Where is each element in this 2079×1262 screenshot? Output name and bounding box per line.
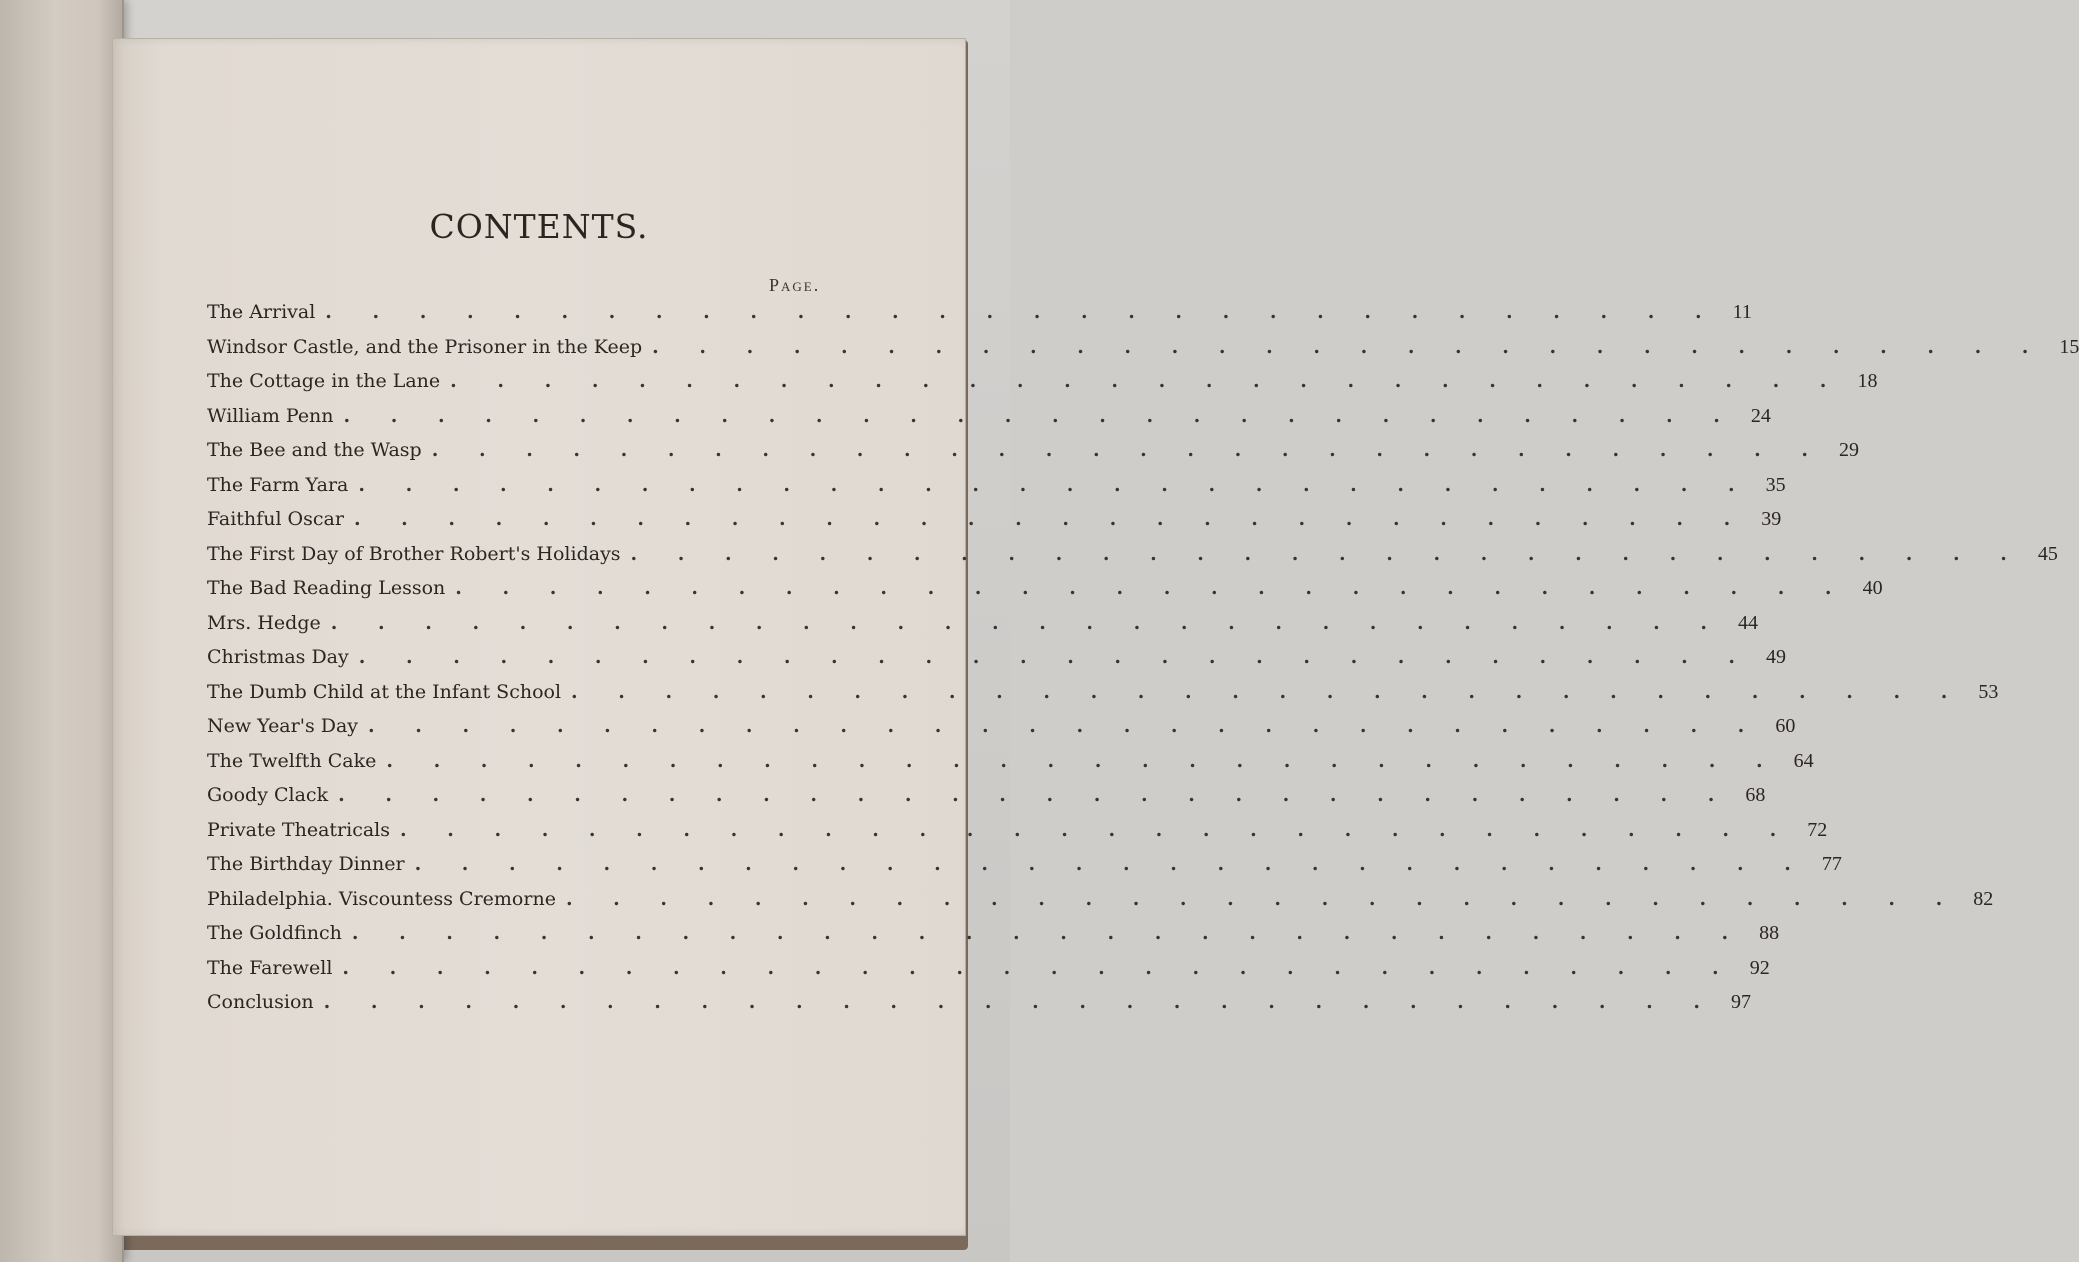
toc-entry-title: Goody Clack <box>207 784 329 806</box>
toc-entry <box>207 991 1751 1026</box>
toc-entry-page: 18 <box>1857 370 1878 392</box>
toc-entry-page: 88 <box>1759 922 1780 944</box>
contents-page <box>112 38 2079 1236</box>
toc-entry-title: The First Day of Brother Robert's Holidays <box>207 542 621 565</box>
toc-entry-page: 82 <box>1973 887 1994 910</box>
toc-entry-title: Christmas Day <box>207 646 349 668</box>
toc-entry-title: The Goldfinch <box>207 922 342 944</box>
toc-entry <box>207 577 1883 612</box>
toc-entry <box>207 611 1759 647</box>
toc-entry <box>207 680 1999 716</box>
toc-entry-page: 53 <box>1978 680 1999 703</box>
toc-entry-title: Philadelphia. Viscountess Cremorne <box>207 887 556 910</box>
toc-leader-dots: . . . . . . . . . . . . . . . . . . . . . . . . . . . . . . <box>450 370 1844 392</box>
toc-entry <box>207 439 1860 474</box>
toc-leader-dots: . . . . . . . . . . . . . . . . . . . . . . . . . . . . . . <box>652 335 2046 358</box>
toc-entry-title: William Penn <box>207 404 334 427</box>
toc-entry <box>207 818 1828 854</box>
toc-entry <box>207 473 1786 509</box>
toc-leader-dots: . . . . . . . . . . . . . . . . . . . . . . . . . . . . . . <box>330 611 1725 634</box>
left-page <box>0 0 124 1262</box>
toc-entry-page: 92 <box>1749 956 1770 979</box>
toc-entry <box>207 922 1780 957</box>
toc-leader-dots: . . . . . . . . . . . . . . . . . . . . . . . . . . . . . . <box>325 301 1719 323</box>
toc-entry-page: 45 <box>2037 542 2058 565</box>
toc-leader-dots: . . . . . . . . . . . . . . . . . . . . . . . . . . . . . . <box>368 715 1762 737</box>
toc-entry-title: The Bad Reading Lesson <box>207 577 446 599</box>
toc-entry-title: The Farewell <box>207 956 333 979</box>
toc-entry-page: 49 <box>1766 646 1787 668</box>
toc-entry <box>207 508 1782 543</box>
toc-entry-page: 35 <box>1765 473 1786 496</box>
toc-leader-dots: . . . . . . . . . . . . . . . . . . . . . . . . . . . . . . <box>358 646 1753 668</box>
toc-entry <box>207 715 1796 750</box>
toc-entry-title: The Dumb Child at the Infant School <box>207 680 562 703</box>
toc-leader-dots: . . . . . . . . . . . . . . . . . . . . . . . . . . . . . . <box>343 404 1737 427</box>
toc-entry <box>207 335 2079 371</box>
toc-entry <box>207 301 1752 336</box>
toc-entry-page: 11 <box>1732 301 1752 323</box>
toc-leader-dots: . . . . . . . . . . . . . . . . . . . . . . . . . . . . . . <box>400 818 1794 841</box>
toc-leader-dots: . . . . . . . . . . . . . . . . . . . . . . . . . . . . . . <box>358 473 1752 496</box>
toc-leader-dots: . . . . . . . . . . . . . . . . . . . . . . . . . . . . . . <box>338 784 1732 806</box>
toc-entry <box>207 404 1771 440</box>
toc-entry <box>207 956 1770 992</box>
toc-entry <box>207 370 1878 405</box>
toc-entry <box>207 646 1787 681</box>
toc-entry-title: The Birthday Dinner <box>207 853 405 875</box>
toc-leader-dots: . . . . . . . . . . . . . . . . . . . . . . . . . . . . . . <box>565 887 1960 910</box>
toc-entry <box>207 784 1766 819</box>
toc-leader-dots: . . . . . . . . . . . . . . . . . . . . . . . . . . . . . . <box>630 542 2024 565</box>
toc-entry-page: 29 <box>1839 439 1860 461</box>
toc-entry <box>207 853 1842 888</box>
toc-entry-title: The Twelfth Cake <box>207 749 377 772</box>
toc-entry-title: Faithful Oscar <box>207 508 344 530</box>
toc-entry-page: 39 <box>1761 508 1782 530</box>
toc-entry-title: The Arrival <box>207 301 316 323</box>
toc-entry-title: The Farm Yara <box>207 473 349 496</box>
toc-entry-title: The Bee and the Wasp <box>207 439 422 461</box>
toc-entry-title: Conclusion <box>207 991 314 1013</box>
toc-entry-title: Private Theatricals <box>207 818 390 841</box>
toc-leader-dots: . . . . . . . . . . . . . . . . . . . . . . . . . . . . . . <box>342 956 1736 979</box>
toc-entry-page: 97 <box>1730 991 1751 1013</box>
toc-entry <box>207 749 1814 785</box>
toc-leader-dots: . . . . . . . . . . . . . . . . . . . . . . . . . . . . . . <box>323 991 1717 1013</box>
toc-entry-page: 24 <box>1750 404 1771 427</box>
toc-leader-dots: . . . . . . . . . . . . . . . . . . . . . . . . . . . . . . <box>431 439 1826 461</box>
page-title: CONTENTS. <box>429 207 649 246</box>
toc-leader-dots: . . . . . . . . . . . . . . . . . . . . . . . . . . . . . . <box>455 577 1849 599</box>
toc-entry-page: 64 <box>1793 749 1814 772</box>
toc-leader-dots: . . . . . . . . . . . . . . . . . . . . . . . . . . . . . . <box>351 922 1746 944</box>
toc-entry-page: 72 <box>1807 818 1828 841</box>
toc-entry-title: New Year's Day <box>207 715 359 737</box>
toc-leader-dots: . . . . . . . . . . . . . . . . . . . . . . . . . . . . . . <box>353 508 1748 530</box>
toc-entry-title: Mrs. Hedge <box>207 611 321 634</box>
toc-entry-page: 68 <box>1745 784 1766 806</box>
toc-entry-page: 60 <box>1775 715 1796 737</box>
page-column-label: Page. <box>769 275 821 295</box>
toc-entry-page: 15 <box>2059 335 2079 358</box>
toc-entry-page: 40 <box>1862 577 1883 599</box>
toc-leader-dots: . . . . . . . . . . . . . . . . . . . . . . . . . . . . . . <box>571 680 1965 703</box>
toc-leader-dots: . . . . . . . . . . . . . . . . . . . . . . . . . . . . . . <box>414 853 1808 875</box>
table-of-contents <box>207 301 2079 1026</box>
toc-entry-page: 44 <box>1738 611 1759 634</box>
toc-entry-page: 77 <box>1821 853 1842 875</box>
toc-leader-dots: . . . . . . . . . . . . . . . . . . . . . . . . . . . . . . <box>386 749 1780 772</box>
toc-entry-title: The Cottage in the Lane <box>207 370 441 392</box>
toc-entry <box>207 887 1994 923</box>
toc-entry-title: Windsor Castle, and the Prisoner in the Keep <box>207 335 643 358</box>
toc-entry <box>207 542 2058 578</box>
